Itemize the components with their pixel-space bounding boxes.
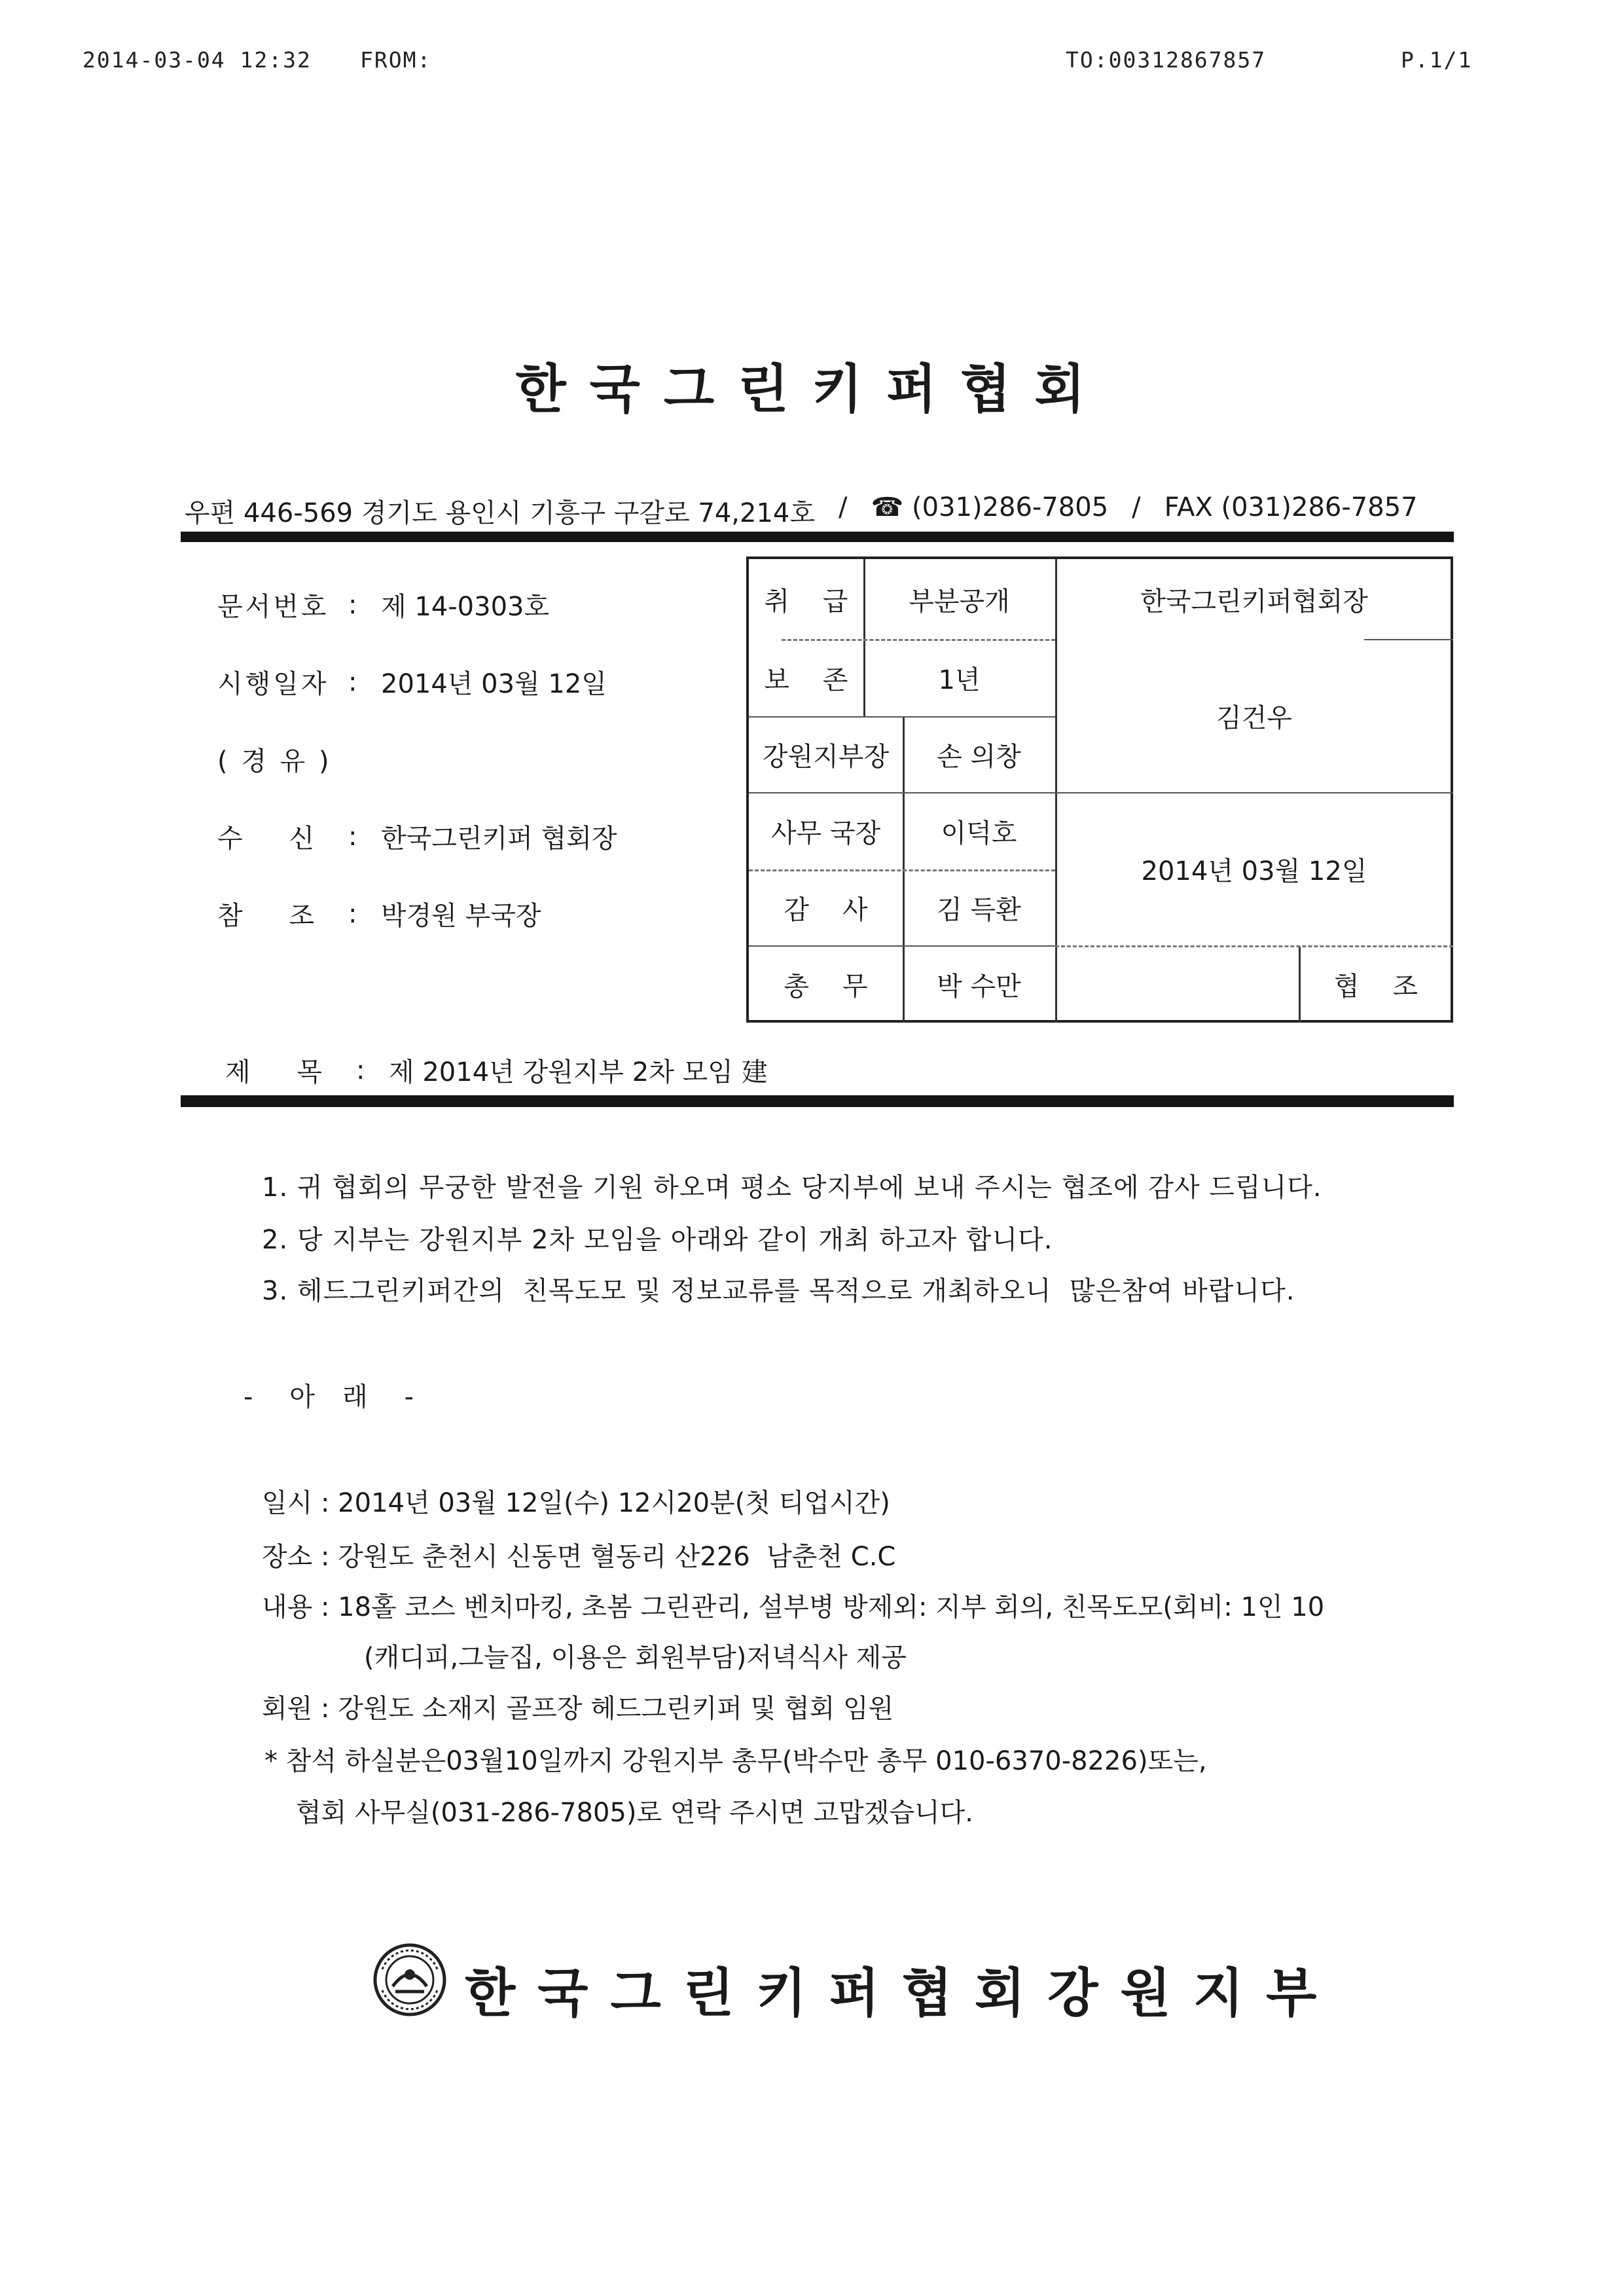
- issue-date-value: 2014년 03월 12일: [381, 669, 607, 699]
- approval-date: 2014년 03월 12일: [1141, 856, 1367, 886]
- reference-field: [217, 895, 541, 932]
- seal-emblem-icon: [373, 1943, 446, 2016]
- addressee-name: 김건우: [1216, 702, 1292, 733]
- event-content: 내용 : 18홀 코스 벤치마킹, 초봄 그린관리, 설부병 방제외: 지부 회의, 친목도모(회비: 1인 10: [262, 1592, 1325, 1622]
- address-separator: /: [838, 492, 848, 522]
- fax-datetime: 2014-03-04 12:32: [82, 47, 312, 73]
- reference-value: 박경원 부국장: [381, 901, 541, 931]
- field-colon: :: [348, 589, 357, 620]
- subject-field: [225, 1051, 768, 1089]
- fax-from: FROM:: [360, 47, 432, 73]
- address-line: [185, 492, 1448, 530]
- auditor-value: 김 득환: [937, 894, 1021, 925]
- retention-label: 보 존: [764, 665, 848, 695]
- via-label: ( 경 유 ): [217, 746, 332, 776]
- contact-note: * 참석 하실분은03월10일까지 강원지부 총무(박수만 총무 010-6370-8226)또는,: [264, 1746, 1207, 1776]
- event-place: 장소 : 강원도 춘천시 신동면 혈동리 산226 남춘천 C.C: [262, 1542, 896, 1572]
- general-affairs-label: 총 무: [784, 971, 868, 1002]
- fax-page: P.1/1: [1401, 47, 1473, 73]
- reference-label: 참 조: [217, 901, 317, 931]
- field-colon: :: [348, 898, 357, 929]
- addressee-title: 한국그린키퍼협회장: [1140, 586, 1368, 617]
- general-affairs-value: 박 수만: [937, 971, 1021, 1002]
- doc-number-value: 제 14-0303호: [381, 592, 550, 622]
- event-content-continued: (캐디피,그늘집, 이용은 회원부담)저녁식사 제공: [364, 1643, 907, 1673]
- contact-note-continued: 협회 사무실(031-286-7805)로 연락 주시면 고맙겠습니다.: [296, 1798, 974, 1828]
- subject-label: 제 목: [225, 1057, 325, 1087]
- handling-value: 부분공개: [909, 586, 1010, 617]
- association-seal: [373, 1943, 446, 2016]
- secretary-value: 이덕호: [941, 818, 1017, 848]
- event-datetime: 일시 : 2014년 03월 12일(수) 12시20분(첫 티업시간): [262, 1488, 890, 1518]
- body-paragraph-1: 1. 귀 협회의 무궁한 발전을 기원 하오며 평소 당지부에 보내 주시는 협조에 감사 드립니다.: [262, 1173, 1322, 1203]
- body-paragraph-2: 2. 당 지부는 강원지부 2차 모임을 아래와 같이 개최 하고자 합니다.: [262, 1225, 1053, 1255]
- issue-date-label: 시행일자: [217, 669, 329, 699]
- fax-number: FAX (031)286-7857: [1164, 492, 1418, 522]
- cooperation-label: 협 조: [1333, 971, 1418, 1002]
- field-colon: :: [356, 1055, 365, 1085]
- approval-box: [746, 556, 1453, 1023]
- retention-value: 1년: [938, 665, 981, 695]
- header-rule: [181, 532, 1454, 542]
- branch-head-label: 강원지부장: [762, 741, 890, 772]
- doc-number-label: 문서번호: [217, 592, 329, 622]
- field-colon: :: [348, 666, 357, 697]
- auditor-label: 감 사: [784, 894, 868, 925]
- body-paragraph-3: 3. 헤드그린키퍼간의 친목도모 및 정보교류를 목적으로 개최하오니 많은참여 바랍니다.: [262, 1276, 1295, 1306]
- event-members: 회원 : 강원도 소재지 골프장 헤드그린키퍼 및 협회 임원: [262, 1694, 894, 1724]
- branch-name: 한국그린키퍼협회강원지부: [465, 1963, 1339, 2024]
- recipient-label: 수 신: [217, 824, 317, 854]
- postal-address: 우편 446-569 경기도 용인시 기흥구 구갈로 74,214호: [185, 498, 815, 528]
- below-heading: - 아 래 -: [244, 1382, 415, 1412]
- recipient-field: [217, 818, 617, 855]
- subject-rule: [181, 1095, 1454, 1107]
- subject-value: 제 2014년 강원지부 2차 모임 建: [389, 1057, 768, 1087]
- document-title: 한국그린키퍼협회: [515, 359, 1109, 420]
- branch-head-value: 손 의창: [937, 741, 1021, 772]
- handling-label: 취 급: [764, 586, 848, 617]
- via-field: [217, 740, 348, 778]
- secretary-label: 사무 국장: [770, 818, 881, 848]
- doc-number-field: [217, 586, 549, 623]
- phone-number: ☎ (031)286-7805: [871, 492, 1109, 522]
- recipient-value: 한국그린키퍼 협회장: [381, 824, 617, 854]
- issue-date-field: [217, 663, 607, 701]
- fax-to: TO:00312867857: [1066, 47, 1267, 73]
- field-colon: :: [348, 821, 357, 852]
- address-separator: /: [1132, 492, 1141, 522]
